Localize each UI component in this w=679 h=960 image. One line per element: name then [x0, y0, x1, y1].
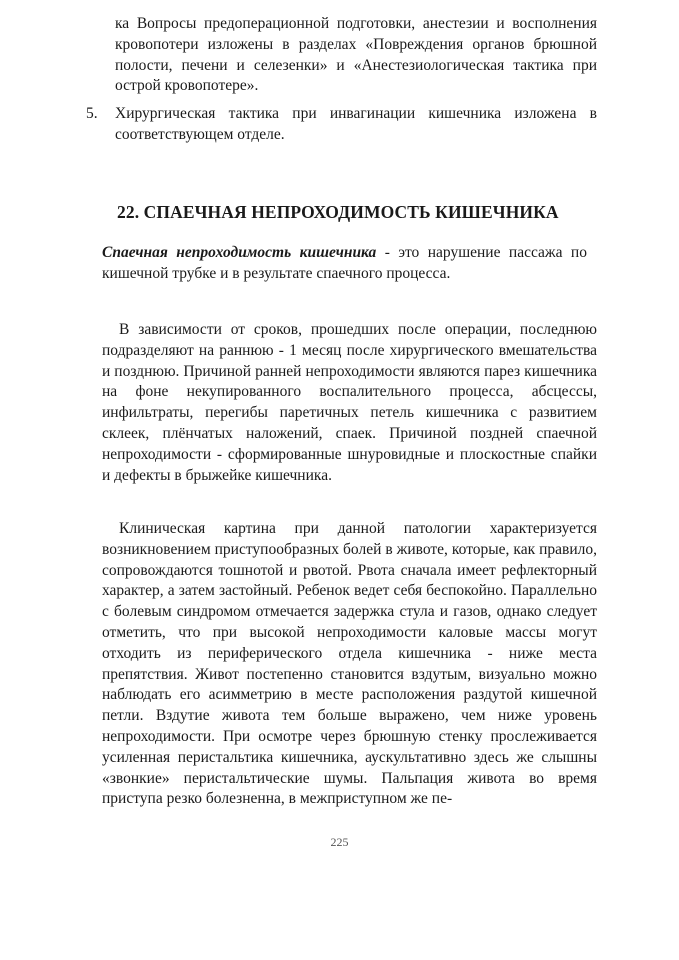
list-item-number: 5.: [86, 105, 98, 122]
definition-term: Спаечная непроходимость кишечника: [102, 244, 377, 261]
definition-text: - это нарушение пассажа по кишечной трубке и в результате спаечного процесса.: [102, 244, 587, 282]
definition-paragraph: [102, 243, 587, 285]
list-item-5: [86, 104, 597, 146]
section-title: 22. СПАЕЧНАЯ НЕПРОХОДИМОСТЬ КИШЕЧНИКА: [117, 202, 559, 222]
page-number: 225: [330, 835, 349, 849]
body-paragraph-2: Клиническая картина при данной патологии характеризуется возникновением приступообразных болей в животе, которые, как правило, сопровождаются тошнотой и рвотой. Рвота сначала имеет рефлекторный характер, а затем застойный. Ребенок ведет себя беспокойно. Параллельно с болевым синдромом отмечается задержка стула и газов, однако следует отметить, что при высокой непроходимости каловые массы могут отходить из периферического отдела кишечника - ниже места препятствия. Живот постепенно становится вздутым, визуально можно наблюдать его асимметрию в месте расположения раздутой кишечной петли. Вздутие живота тем больше выражено, чем ниже уровень непроходимости. При осмотре через брюшную стенку прослеживается усиленная перистальтика кишечника, аускультативно здесь же слышны «звонкие» перистальтические шумы. Пальпация живота во время приступа резко болезненна, в межприступном же пе-: [102, 520, 597, 808]
body-paragraph-1: В зависимости от сроков, прошедших после операции, последнюю подразделяют на раннюю - 1 месяц после хирургического вмешательства и позднюю. Причиной ранней непроходимости являются парез кишечника на фоне некупированного воспалительного процесса, абсцессы, инфильтраты, перегибы паретичных петель кишечника с развитием склеек, плёнчатых наложений, спаек. Причиной поздней спаечной непроходимости - сформированные шнуровидные и плоскостные спайки и дефекты в брыжейке кишечника.: [102, 321, 597, 484]
list-item-text: Хирургическая тактика при инвагинации кишечника изложена в соответствующем отделе.: [115, 105, 597, 143]
continuation-paragraph: ка Вопросы предоперационной подготовки, анестезии и восполнения кровопотери изложены в разделах «Повреждения органов брюшной полости, печени и селезенки» и «Анестезиологическая тактика при острой кровопотере».: [115, 15, 597, 95]
